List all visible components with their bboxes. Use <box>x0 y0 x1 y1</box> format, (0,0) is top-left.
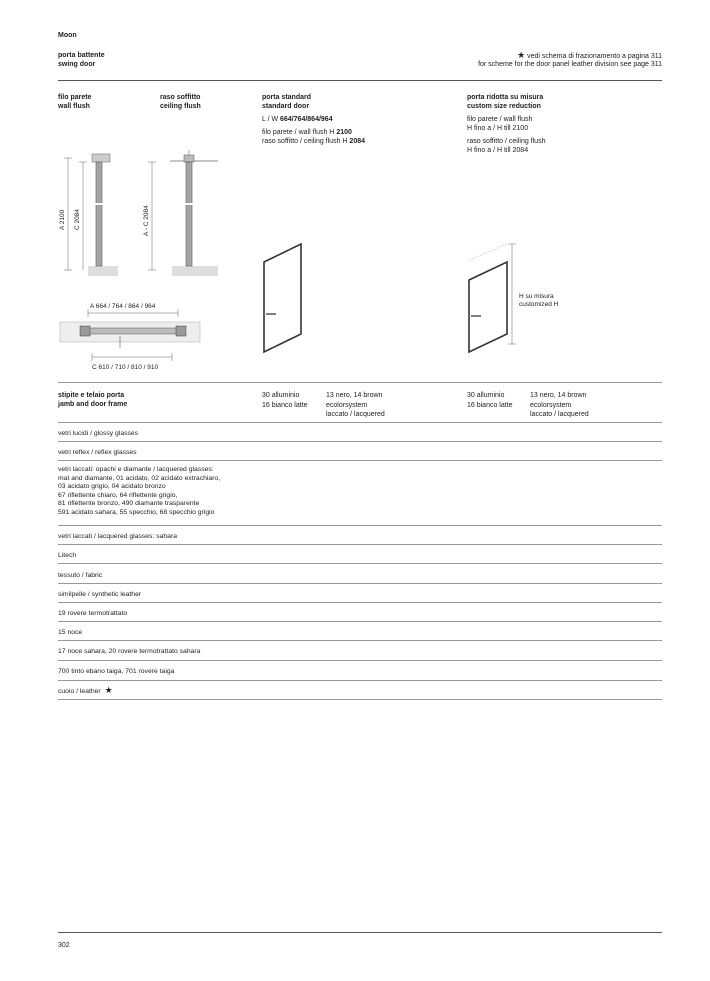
finish-row: vetri laccati / lacquered glasses: sahara <box>58 533 178 540</box>
row-divider <box>58 460 662 461</box>
col-ceiling-flush-en: ceiling flush <box>160 103 201 110</box>
col-custom-en: custom size reduction <box>467 103 541 110</box>
custom-height-label-en: customized H <box>519 301 559 308</box>
col-wall-flush-en: wall flush <box>58 103 90 110</box>
plan-view-drawing <box>60 309 200 361</box>
row-divider <box>58 583 662 584</box>
standard-sizes: L / W 664/764/864/964 <box>262 116 333 123</box>
scheme-note-en: for scheme for the door panel leather division see page 311 <box>478 61 662 68</box>
row-divider <box>58 699 662 700</box>
wall-flush-section-drawing <box>64 154 118 276</box>
row-divider <box>58 660 662 661</box>
finish-row-lacquered: vetri laccati: opachi e diamante / lacquered glasses: mat and diamante, 01 acidato, 02 acidato extrachiaro, 03 acidato grigio, 04 acidato bronzo 67 riflettente chiaro, 64 riflettente grigio, 81 riflettente bronzo, 490 diamante trasparente 591 acidato sahara, 55 specchio, 68 specchio grigio <box>58 466 221 516</box>
technical-drawings <box>0 0 710 380</box>
row-divider <box>58 640 662 641</box>
jamb-custom-col1: 30 alluminio 16 bianco latte <box>467 392 513 409</box>
row-divider <box>58 602 662 603</box>
jamb-label-it: stipite e telaio porta <box>58 392 125 399</box>
finish-row: vetri lucidi / glossy glasses <box>58 430 139 437</box>
jamb-std-col1: 30 alluminio 16 bianco latte <box>262 392 308 409</box>
row-divider <box>58 680 662 681</box>
finish-row: tessuto / fabric <box>58 572 103 579</box>
row-divider <box>58 441 662 442</box>
col-ceiling-flush-it: raso soffitto <box>160 94 201 101</box>
dim-c-label: C 2084 <box>74 209 81 230</box>
standard-door-elevation <box>264 244 301 352</box>
scheme-note-it: ★ vedi schema di frazionamento a pagina 311 <box>517 50 662 60</box>
custom-line: filo parete / wall flush <box>467 116 533 123</box>
col-standard-en: standard door <box>262 103 310 110</box>
finish-row: Litech <box>58 552 77 559</box>
ceiling-flush-section-drawing <box>148 150 218 276</box>
finish-row-leather: cuoio / leather ★ <box>58 685 113 695</box>
page-title: Moon <box>58 32 77 39</box>
jamb-std-col2: 13 nero, 14 brown ecolorsystem laccato / lacquered <box>326 392 385 418</box>
section-divider <box>58 382 662 383</box>
custom-line: H fino a / H till 2084 <box>467 147 529 154</box>
finish-row: 19 rovere termotrattato <box>58 610 128 617</box>
finish-row: 17 noce sahara, 20 rovere termotrattato sahara <box>58 648 201 655</box>
star-icon: ★ <box>517 50 526 60</box>
custom-door-elevation <box>469 244 516 352</box>
col-custom-it: porta ridotta su misura <box>467 94 544 101</box>
star-icon: ★ <box>104 685 113 695</box>
finish-row: similpelle / synthetic leather <box>58 591 142 598</box>
finish-row: vetri reflex / reflex glasses <box>58 449 137 456</box>
door-type-en: swing door <box>58 61 96 68</box>
row-divider <box>58 544 662 545</box>
col-standard-it: porta standard <box>262 94 312 101</box>
dim-width-c-label: C 610 / 710 / 810 / 910 <box>92 364 159 371</box>
footer-divider <box>58 932 662 933</box>
dim-width-a-label: A 664 / 764 / 864 / 964 <box>90 303 156 310</box>
jamb-custom-col2: 13 nero, 14 brown ecolorsystem laccato / lacquered <box>530 392 589 418</box>
jamb-label-en: jamb and door frame <box>58 401 128 408</box>
standard-ceiling-height: raso soffitto / ceiling flush H 2084 <box>262 138 365 145</box>
custom-height-label: H su misura <box>519 293 554 300</box>
dim-ac-label: A - C 2084 <box>143 205 150 236</box>
col-wall-flush-it: filo parete <box>58 94 92 101</box>
finish-row: 15 noce <box>58 629 83 636</box>
page-number: 302 <box>58 942 70 949</box>
row-divider <box>58 563 662 564</box>
row-divider <box>58 525 662 526</box>
door-type-it: porta battente <box>58 52 105 59</box>
finish-row: 700 tinto ebano taiga, 701 rovere taiga <box>58 668 175 675</box>
dim-a-label: A 2100 <box>59 209 66 230</box>
row-divider <box>58 621 662 622</box>
standard-wall-height: filo parete / wall flush H 2100 <box>262 129 352 136</box>
custom-line: raso soffitto / ceiling flush <box>467 138 546 145</box>
row-divider <box>58 422 662 423</box>
custom-line: H fino a / H till 2100 <box>467 125 529 132</box>
